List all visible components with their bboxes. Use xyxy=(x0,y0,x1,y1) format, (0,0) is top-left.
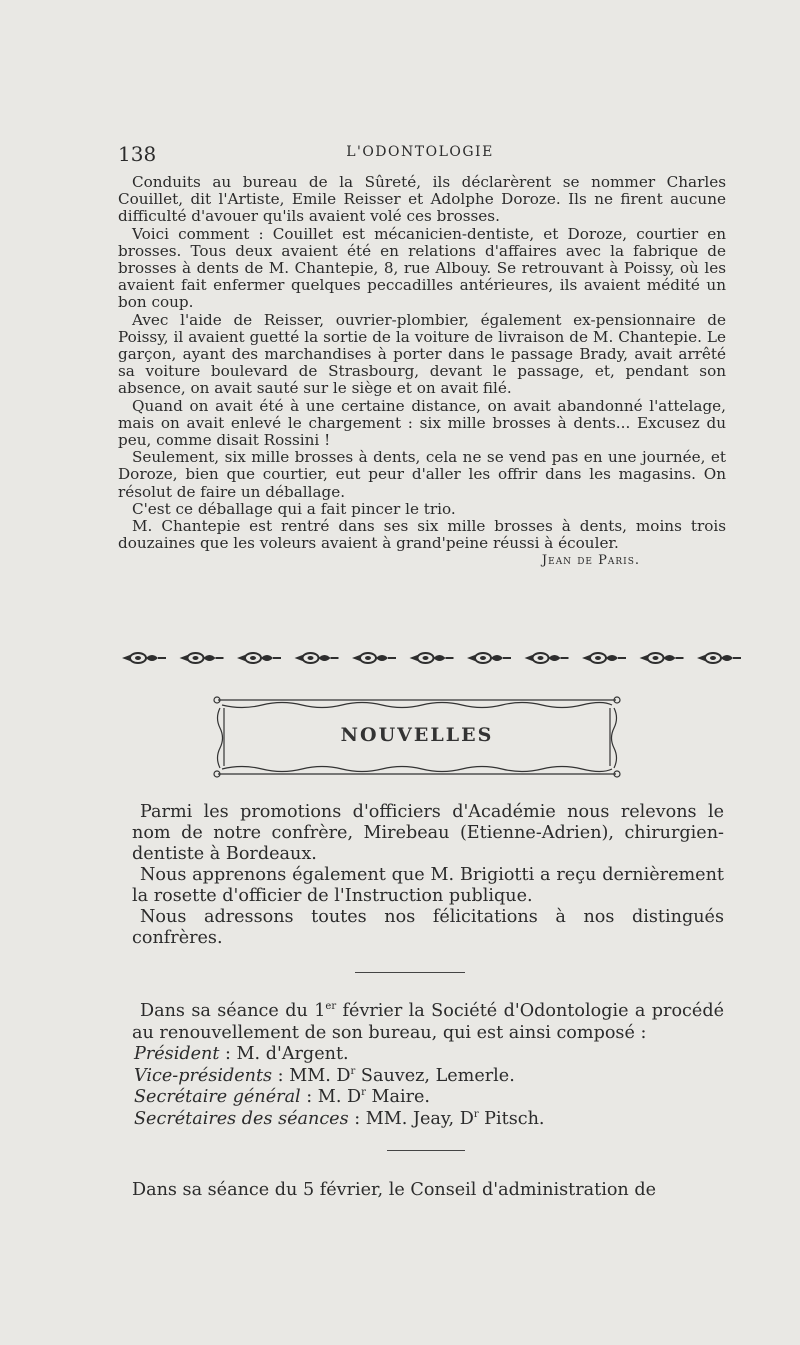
officer-name: : M. d'Argent. xyxy=(219,1044,349,1064)
superscript: r xyxy=(361,1087,366,1099)
section-frame xyxy=(212,694,622,780)
news-section xyxy=(132,802,724,949)
officer-role: Vice-présidents xyxy=(134,1065,273,1086)
article-paragraph: C'est ce déballage qui a fait pincer le trio. xyxy=(132,499,456,518)
ornament-motif xyxy=(352,653,396,663)
bureau-intro xyxy=(132,1001,724,1044)
separator-rule xyxy=(355,972,465,973)
officer-name: Maire. xyxy=(365,1087,431,1107)
article-continuation xyxy=(118,174,726,569)
officer-vice-presidents xyxy=(132,1066,724,1088)
ornament-motif xyxy=(467,653,511,663)
officer-president xyxy=(132,1044,724,1066)
separator-rule xyxy=(387,1150,465,1151)
officer-secretary-general xyxy=(132,1087,724,1109)
officer-name: Pitsch. xyxy=(478,1108,545,1129)
ornament-motif xyxy=(122,653,166,663)
ornament-motif xyxy=(295,653,339,663)
officer-prefix: : M. D xyxy=(300,1087,362,1107)
bureau-intro-text: Dans sa séance du 1 xyxy=(140,1001,326,1021)
bureau-intro-text: février la Société d'Odontologie a procédé au renouvellement de son bureau, qui est ainsi composé : xyxy=(132,1001,724,1043)
section-title: NOUVELLES xyxy=(340,724,494,746)
officer-role: Secrétaire général xyxy=(134,1087,301,1107)
ornament-motif xyxy=(640,653,684,663)
article-paragraph: Avec l'aide de Reisser, ouvrier-plombier, également ex-pensionnaire de Poissy, il avaient guetté la sortie de la voiture de livraison de M. Chantepie. Le garçon, ayant des marchandises à porter dans le passage Brady, avait arrêté sa voiture boulevard de Strasbourg, devant le passage, et, pendant son absence, on avait sauté sur le siège et on avait filé. xyxy=(118,310,726,398)
superscript: r xyxy=(473,1108,479,1120)
page-number: 138 xyxy=(118,142,157,166)
running-title: L'ODONTOLOGIE xyxy=(346,144,494,160)
news-paragraph: Parmi les promotions d'officiers d'Académie nous relevons le nom de notre confrère, Mirebeau (Etienne-Adrien), chirurgien-dentiste à Bordeaux. xyxy=(132,802,724,864)
article-paragraph: Quand on avait été à une certaine distance, on avait abandonné l'attelage, mais on avait enlevé le chargement : six mille brosses à dents... Excusez du peu, comme disait Rossini ! xyxy=(118,396,726,450)
ornament-motif xyxy=(237,653,281,663)
article-signature: Jean de Paris. xyxy=(541,553,640,569)
article-paragraph: Voici comment : Couillet est mécanicien-dentiste, et Doroze, courtier en brosses. Tous deux avaient été en relations d'affaires avec la fabrique de brosses à dents de M. Chantepie, 8, rue Albouy. Se retrouvant à Poissy, où les avaient fait enfermer quelques peccadilles antérieures, ils avaient médité un bon coup. xyxy=(118,224,726,312)
news-paragraph: Nous apprenons également que M. Brigiotti a reçu dernièrement la rosette d'officier de l'Instruction publique. xyxy=(132,865,724,906)
officer-prefix: : MM. Jeay, D xyxy=(348,1108,474,1129)
ornament-motif xyxy=(697,653,741,663)
superscript: r xyxy=(350,1065,356,1077)
news-paragraph: Nous adressons toutes nos félicitations à nos distingués confrères. xyxy=(132,907,724,948)
bureau-announcement xyxy=(132,1001,724,1130)
ornament-motif xyxy=(582,653,626,663)
officer-session-secretaries xyxy=(132,1109,724,1131)
officer-role: Secrétaires des séances xyxy=(134,1108,349,1129)
ornament-motif xyxy=(410,653,454,663)
officer-role: Président xyxy=(134,1044,220,1064)
superscript: er xyxy=(325,1001,337,1013)
ornament-motif xyxy=(180,653,224,663)
final-paragraph: Dans sa séance du 5 février, le Conseil d'administration de xyxy=(132,1180,657,1200)
article-paragraph: M. Chantepie est rentré dans ses six mille brosses à dents, moins trois douzaines que les voleurs avaient à grand'peine réussi à écouler. xyxy=(118,517,726,553)
article-paragraph: Conduits au bureau de la Sûreté, ils déclarèrent se nommer Charles Couillet, dit l'Artiste, Emile Reisser et Adolphe Doroze. Ils ne firent aucune difficulté d'avouer qu'ils avaient volé ces brosses. xyxy=(118,173,726,226)
ornament-motif xyxy=(525,653,569,663)
ornament-divider xyxy=(114,648,754,668)
article-paragraph: Seulement, six mille brosses à dents, cela ne se vend pas en une journée, et Doroze, bien que courtier, eut peur d'aller les offrir dans les magasins. On résolut de faire un déballage. xyxy=(118,448,726,501)
page-header xyxy=(118,142,722,168)
officer-name: Sauvez, Lemerle. xyxy=(355,1065,515,1086)
officer-prefix: : MM. D xyxy=(272,1065,351,1086)
